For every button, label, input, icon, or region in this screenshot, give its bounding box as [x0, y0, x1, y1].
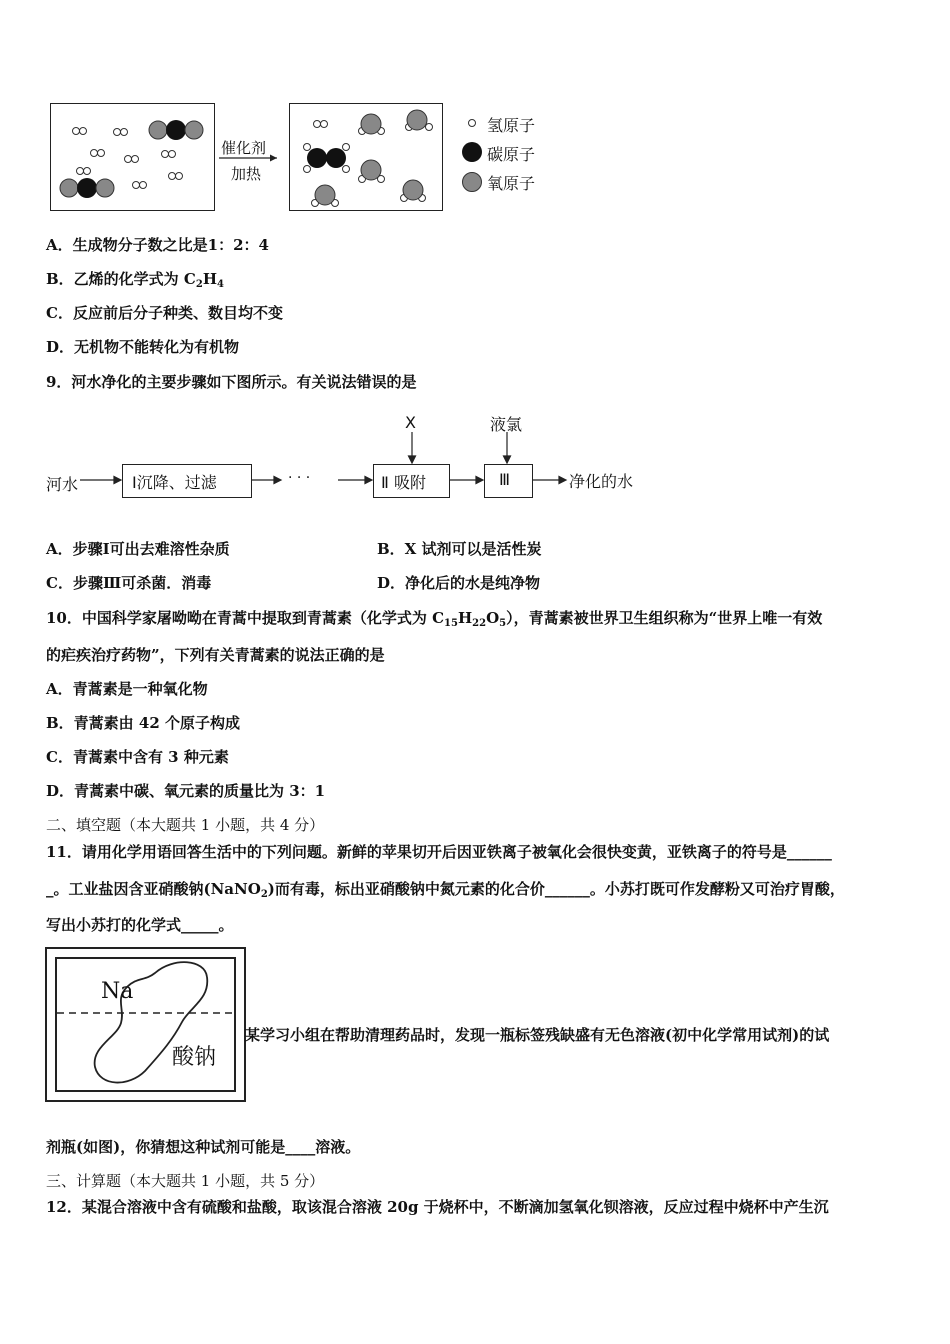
flow-step3-label: Ⅲ	[499, 470, 511, 489]
q11-side-text: 某学习小组在帮助清理药品时，发现一瓶标签残缺盛有无色溶液(初中化学常用试剂)的试	[245, 1026, 830, 1044]
legend-hydrogen: 氢原子	[487, 116, 536, 135]
flow-end: 净化的水	[569, 472, 634, 491]
q10-option-c: C．青蒿素中含有 3 种元素	[46, 748, 229, 766]
q11-line4: 剂瓶(如图)，你猜想这种试剂可能是____溶液。	[46, 1138, 361, 1156]
legend-carbon: 碳原子	[487, 145, 536, 164]
q11-line1: 11．请用化学用语回答生活中的下列问题。新鲜的苹果切开后因亚铁离子被氧化会很快变黄，亚铁离子的符号是______	[46, 843, 832, 861]
flow-dots: · · ·	[288, 470, 311, 486]
q9-stem: 9．河水净化的主要步骤如下图所示。有关说法错误的是	[46, 373, 417, 391]
legend-oxygen: 氧原子	[487, 174, 536, 193]
product-molecules	[289, 103, 441, 209]
q9-option-b: B．X 试剂可以是活性炭	[377, 540, 542, 558]
q9-option-a: A．步骤Ⅰ可出去难溶性杂质	[46, 540, 230, 558]
q10-stem-line1: 10．中国科学家屠呦呦在青蒿中提取到青蒿素（化学式为 $C_{15}H_{22}O_5$），青蒿素被世界卫生组织称为“世界上唯一有效	[46, 609, 823, 629]
q10-stem-line2: 的疟疾治疗药物”，下列有关青蒿素的说法正确的是	[46, 646, 385, 664]
q10-option-d: D．青蒿素中碳、氧元素的质量比为 3：1	[46, 782, 326, 800]
q8-option-c: C．反应前后分子种类、数目均不变	[46, 304, 283, 322]
flow-step2-label: Ⅱ 吸附	[381, 473, 426, 492]
torn-label-drawing	[45, 947, 245, 1097]
q8-option-b: B．乙烯的化学式为 $C_2H_4$	[46, 270, 224, 290]
reactant-molecules	[50, 103, 213, 209]
q8-option-d: D．无机物不能转化为有机物	[46, 338, 240, 356]
q11-line3: 写出小苏打的化学式_____。	[46, 916, 234, 934]
q12-line1: 12．某混合溶液中含有硫酸和盐酸，取该混合溶液 20g 于烧杯中，不断滴加氢氧化钡溶液，反应过程中烧杯中产生沉	[46, 1198, 829, 1216]
flow-x-label: X	[405, 413, 416, 432]
flow-start: 河水	[46, 475, 79, 494]
flow-arrows	[0, 420, 600, 520]
q11-line2: _。工业盐因含亚硝酸钠(NaNO$_2$)而有毒，标出亚硝酸钠中氮元素的化合价______。小苏打既可作发酵粉又可治疗胃酸，	[46, 880, 845, 900]
q10-option-b: B．青蒿素由 42 个原子构成	[46, 714, 240, 732]
legend-icons	[460, 112, 490, 192]
section-3-heading: 三、计算题（本大题共 1 小题，共 5 分）	[46, 1172, 325, 1190]
q9-option-c: C．步骤Ⅲ可杀菌．消毒	[46, 574, 212, 592]
q8-option-a: A．生成物分子数之比是1：2：4	[46, 236, 269, 254]
label-text-na: Na	[101, 979, 134, 1004]
q10-option-a: A．青蒿素是一种氧化物	[46, 680, 208, 698]
section-2-heading: 二、填空题（本大题共 1 小题，共 4 分）	[46, 816, 325, 834]
heat-label: 加热	[231, 165, 262, 183]
flow-chlorine-label: 液氯	[490, 415, 523, 434]
q9-option-d: D．净化后的水是纯净物	[377, 574, 541, 592]
flow-step1-label: Ⅰ沉降、过滤	[132, 473, 217, 492]
label-text-acid: 酸钠	[172, 1045, 217, 1070]
reaction-arrow	[219, 153, 279, 163]
catalyst-label: 催化剂	[221, 139, 267, 157]
